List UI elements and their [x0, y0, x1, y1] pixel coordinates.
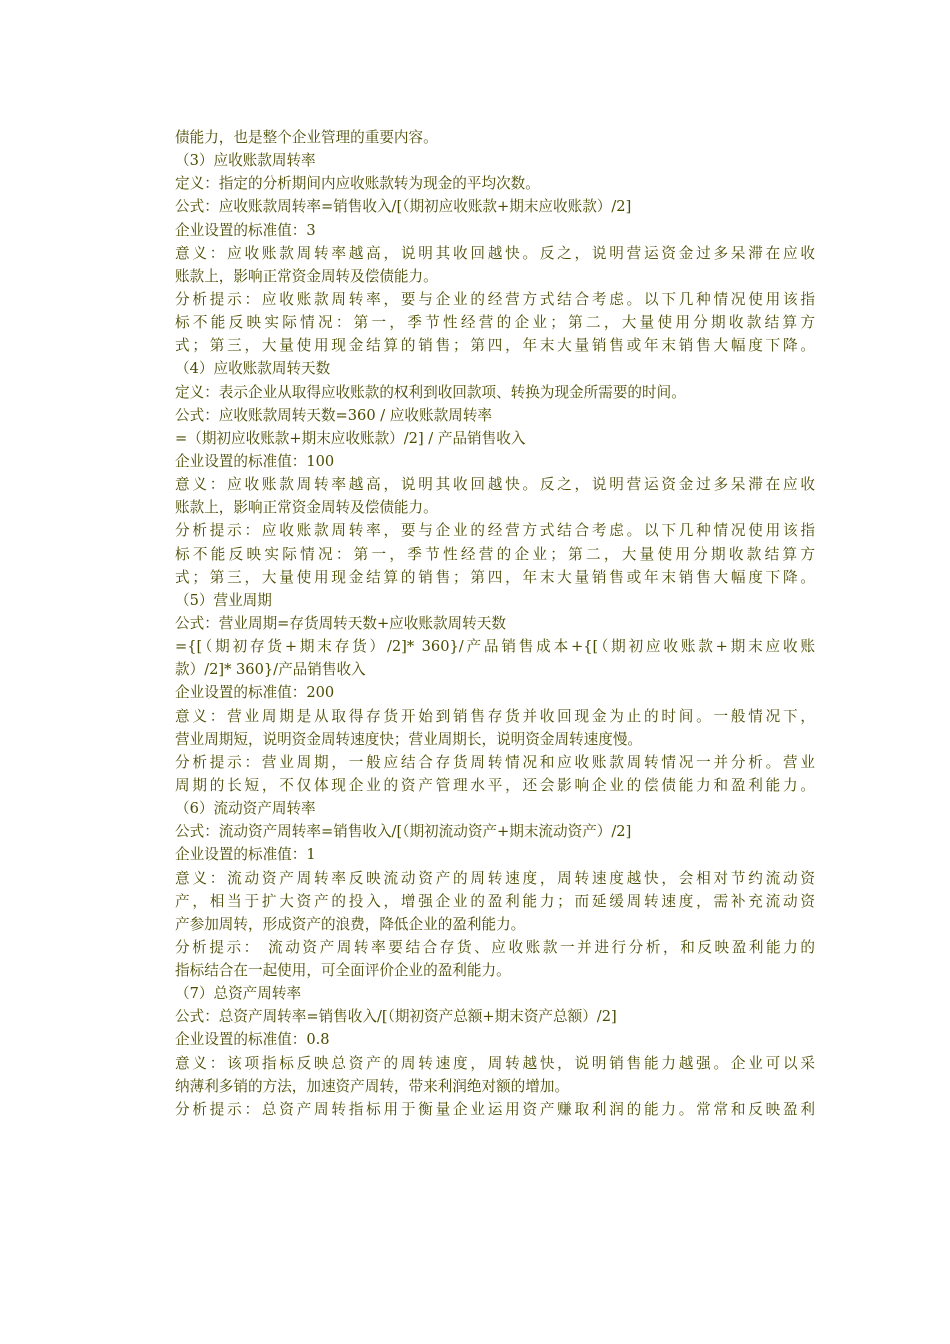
text-line: 公式：营业周期=存货周转天数+应收账款周转天数 — [175, 614, 506, 632]
text-line: 公式：总资产周转率=销售收入/[（期初资产总额+期末资产总额）/2] — [175, 1008, 617, 1026]
text-line: 意义：营业周期是从取得存货开始到销售存货并收回现金为止的时间。一般情况下， — [175, 707, 815, 725]
text-line: 企业设置的标准值：100 — [175, 452, 335, 470]
text-line: （6）流动资产周转率 — [175, 800, 316, 818]
text-line: 企业设置的标准值：200 — [175, 684, 335, 702]
text-line: 公式：应收账款周转天数=360 / 应收账款周转率 — [175, 406, 492, 424]
text-line: 账款上，影响正常资金周转及偿债能力。 — [175, 499, 438, 517]
text-line: 产，相当于扩大资产的投入，增强企业的盈利能力；而延缓周转速度，需补充流动资 — [175, 892, 815, 910]
text-line: =（期初应收账款+期末应收账款）/2] / 产品销售收入 — [175, 429, 526, 447]
text-line: 意义：应收账款周转率越高，说明其收回越快。反之，说明营运资金过多呆滞在应收 — [175, 476, 815, 494]
text-line: 分析提示：营业周期，一般应结合存货周转情况和应收账款周转情况一并分析。营业 — [175, 753, 815, 771]
text-line: （5）营业周期 — [175, 591, 272, 609]
text-line: 分析提示： 流动资产周转率要结合存货、应收账款一并进行分析，和反映盈利能力的 — [175, 938, 815, 956]
document-page — [175, 126, 815, 1121]
text-line: 标不能反映实际情况：第一，季节性经营的企业；第二，大量使用分期收款结算方 — [175, 314, 815, 332]
text-line: 定义：指定的分析期间内应收账款转为现金的平均次数。 — [175, 175, 540, 193]
text-line: 纳薄利多销的方法，加速资产周转，带来利润绝对额的增加。 — [175, 1077, 570, 1095]
text-line: 周期的长短，不仅体现企业的资产管理水平，还会影响企业的偿债能力和盈利能力。 — [175, 776, 815, 794]
text-line: ={[（期初存货+期末存货）/2]* 360}/产品销售成本+{[（期初应收账款+期末应收账 — [175, 638, 815, 656]
text-line: 营业周期短，说明资金周转速度快；营业周期长，说明资金周转速度慢。 — [175, 730, 643, 748]
text-line: 公式：应收账款周转率=销售收入/[（期初应收账款+期末应收账款）/2] — [175, 198, 632, 216]
text-line: 公式：流动资产周转率=销售收入/[（期初流动资产+期末流动资产）/2] — [175, 823, 632, 841]
text-line: （4）应收账款周转天数 — [175, 360, 331, 378]
text-line: 分析提示：应收账款周转率，要与企业的经营方式结合考虑。以下几种情况使用该指 — [175, 522, 815, 540]
text-line: 定义：表示企业从取得应收账款的权利到收回款项、转换为现金所需要的时间。 — [175, 383, 686, 401]
text-line: 意义：流动资产周转率反映流动资产的周转速度，周转速度越快，会相对节约流动资 — [175, 869, 815, 887]
text-line: 意义：应收账款周转率越高，说明其收回越快。反之，说明营运资金过多呆滞在应收 — [175, 244, 815, 262]
text-line: 意义：该项指标反映总资产的周转速度，周转越快，说明销售能力越强。企业可以采 — [175, 1054, 815, 1072]
text-line: （7）总资产周转率 — [175, 985, 302, 1003]
text-line: 款）/2]* 360}/产品销售收入 — [175, 661, 366, 679]
text-line: 产参加周转，形成资产的浪费，降低企业的盈利能力。 — [175, 915, 526, 933]
text-line: 指标结合在一起使用，可全面评价企业的盈利能力。 — [175, 962, 511, 980]
text-line: 企业设置的标准值：1 — [175, 846, 316, 864]
text-line: 分析提示：总资产周转指标用于衡量企业运用资产赚取利润的能力。常常和反映盈利 — [175, 1100, 815, 1118]
text-line: 企业设置的标准值：0.8 — [175, 1031, 330, 1049]
text-line: 分析提示：应收账款周转率，要与企业的经营方式结合考虑。以下几种情况使用该指 — [175, 290, 815, 308]
text-line: 账款上，影响正常资金周转及偿债能力。 — [175, 267, 438, 285]
text-line: 企业设置的标准值：3 — [175, 221, 316, 239]
text-line: （3）应收账款周转率 — [175, 152, 316, 170]
text-line: 式；第三，大量使用现金结算的销售；第四，年末大量销售或年末销售大幅度下降。 — [175, 337, 815, 355]
text-line: 标不能反映实际情况：第一，季节性经营的企业；第二，大量使用分期收款结算方 — [175, 545, 815, 563]
text-line: 债能力，也是整个企业管理的重要内容。 — [175, 129, 438, 146]
text-line: 式；第三，大量使用现金结算的销售；第四，年末大量销售或年末销售大幅度下降。 — [175, 568, 815, 586]
